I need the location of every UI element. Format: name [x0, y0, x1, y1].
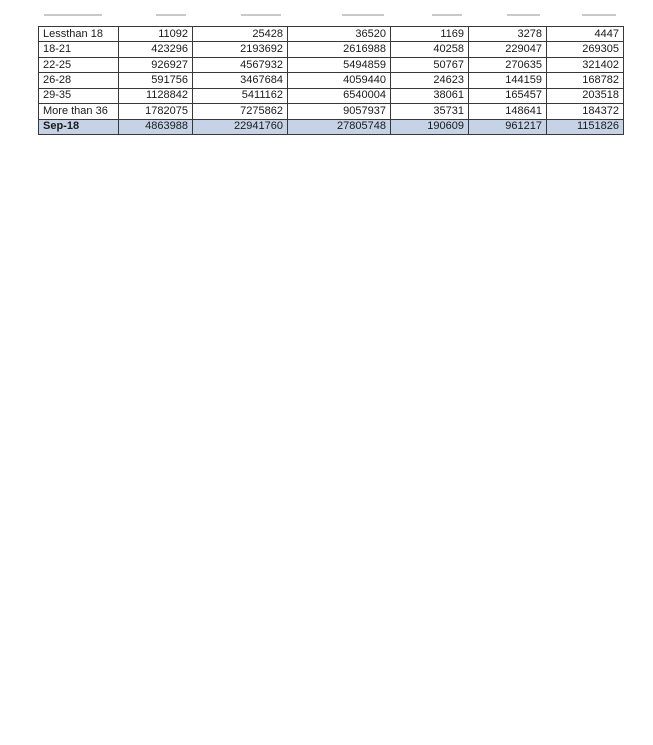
- value-cell: 269305: [547, 42, 624, 57]
- value-cell: 38061: [391, 88, 469, 103]
- value-cell: 5494859: [288, 57, 391, 72]
- row-label-cell: Sep-18: [39, 119, 119, 134]
- value-cell: 4447: [547, 27, 624, 42]
- value-cell: 168782: [547, 73, 624, 88]
- value-cell: 4059440: [288, 73, 391, 88]
- value-cell: 270635: [469, 57, 547, 72]
- value-cell: 6540004: [288, 88, 391, 103]
- value-cell: 1151826: [547, 119, 624, 134]
- value-cell: 22941760: [193, 119, 288, 134]
- value-cell: 40258: [391, 42, 469, 57]
- value-cell: 11092: [119, 27, 193, 42]
- row-label-cell: More than 36: [39, 104, 119, 119]
- value-cell: 926927: [119, 57, 193, 72]
- table-row: [39, 42, 624, 57]
- value-cell: 148641: [469, 104, 547, 119]
- table-row: [39, 27, 624, 42]
- value-cell: 25428: [193, 27, 288, 42]
- value-cell: 1169: [391, 27, 469, 42]
- table-row: [39, 73, 624, 88]
- cropped-row-fragment: [432, 14, 462, 16]
- value-cell: 203518: [547, 88, 624, 103]
- value-cell: 423296: [119, 42, 193, 57]
- value-cell: 7275862: [193, 104, 288, 119]
- table-row: [39, 104, 624, 119]
- row-label-cell: 22-25: [39, 57, 119, 72]
- value-cell: 184372: [547, 104, 624, 119]
- value-cell: 36520: [288, 27, 391, 42]
- table-row: [39, 57, 624, 72]
- table-row: [39, 88, 624, 103]
- table-total-row: [39, 119, 624, 134]
- value-cell: 1128842: [119, 88, 193, 103]
- value-cell: 2193692: [193, 42, 288, 57]
- value-cell: 190609: [391, 119, 469, 134]
- cropped-row-fragment: [44, 14, 102, 16]
- row-label-cell: Lessthan 18: [39, 27, 119, 42]
- cropped-row-fragment: [156, 14, 186, 16]
- value-cell: 961217: [469, 119, 547, 134]
- value-cell: 5411162: [193, 88, 288, 103]
- value-cell: 1782075: [119, 104, 193, 119]
- value-cell: 591756: [119, 73, 193, 88]
- cropped-row-fragment: [241, 14, 281, 16]
- value-cell: 9057937: [288, 104, 391, 119]
- value-cell: 144159: [469, 73, 547, 88]
- cropped-row-fragment: [342, 14, 384, 16]
- value-cell: 2616988: [288, 42, 391, 57]
- data-table: [38, 26, 624, 135]
- value-cell: 35731: [391, 104, 469, 119]
- value-cell: 3467684: [193, 73, 288, 88]
- row-label-cell: 26-28: [39, 73, 119, 88]
- value-cell: 3278: [469, 27, 547, 42]
- value-cell: 27805748: [288, 119, 391, 134]
- row-label-cell: 18-21: [39, 42, 119, 57]
- cropped-row-fragment: [582, 14, 616, 16]
- cropped-row-fragment: [507, 14, 540, 16]
- value-cell: 4863988: [119, 119, 193, 134]
- value-cell: 229047: [469, 42, 547, 57]
- row-label-cell: 29-35: [39, 88, 119, 103]
- value-cell: 4567932: [193, 57, 288, 72]
- table-body: [39, 27, 624, 135]
- value-cell: 50767: [391, 57, 469, 72]
- value-cell: 165457: [469, 88, 547, 103]
- value-cell: 24623: [391, 73, 469, 88]
- value-cell: 321402: [547, 57, 624, 72]
